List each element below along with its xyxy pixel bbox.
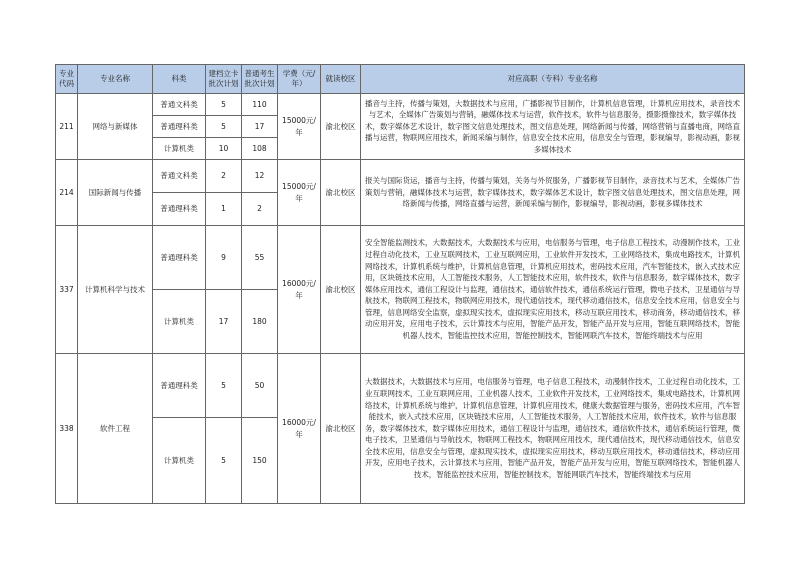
vocational-majors-cell: 报关与国际货运，播音与主持，传播与策划，关务与外贸服务，广播影视节目制作，录音技术与艺术，全媒体广告策划与营销，融媒体技术与运营，数字媒体技术，数字媒体艺术设计，数字图文信息处理技术，图文信息处理，网络新闻与传播，网络直播与运营，新闻采编与制作，影视编导，影视动画，影视多媒体技术 xyxy=(361,160,745,226)
quota-regular-cell: 108 xyxy=(242,138,278,160)
major-name: 网络与新媒体 xyxy=(78,94,153,160)
subject-cell: 普通理科类 xyxy=(153,354,206,418)
major-name: 国际新闻与传播 xyxy=(78,160,153,226)
campus-cell: 渝北校区 xyxy=(321,226,361,354)
campus-cell: 渝北校区 xyxy=(321,94,361,160)
table-row xyxy=(56,160,745,193)
vocational-majors-cell: 大数据技术，大数据技术与应用，电信服务与管理，电子信息工程技术，动漫制作技术，工业过程自动化技术，工业互联网技术，工业互联网应用，工业机器人技术，工业软件开发技术，工业网络技术，集成电路技术，计算机网络技术，计算机系统与维护，计算机信息管理，计算机应用技术，健康大数据管理与服务，密码技术应用，汽车智能技术，嵌入式技术应用，区块链技术应用，人工智能技术服务，人工智能技术应用，软件技术，软件与信息服务，数字媒体技术，数字媒体应用技术，通信工程设计与监理，通信技术，通信软件技术，通信系统运行管理，微电子技术，卫星通信与导航技术，物联网工程技术，物联网应用技术，现代通信技术，现代移动通信技术，信息安全技术应用，信息安全与管理，虚拟现实技术，虚拟现实应用技术，移动互联应用技术，移动通信技术，移动应用开发，应用电子技术，云计算技术与应用，智能产品开发，智能产品开发与应用，智能互联网络技术，智能机器人技术，智能监控技术应用，智能控制技术，智能网联汽车技术，智能终端技术与应用 xyxy=(361,354,745,504)
quota-filed-cell: 5 xyxy=(206,354,242,418)
quota-regular-cell: 2 xyxy=(242,193,278,226)
quota-filed-cell: 1 xyxy=(206,193,242,226)
subject-cell: 计算机类 xyxy=(153,138,206,160)
header-code: 专业代码 xyxy=(56,65,78,94)
quota-regular-cell: 50 xyxy=(242,354,278,418)
enrollment-plan-table xyxy=(55,64,745,504)
major-code: 337 xyxy=(56,226,78,354)
header-campus: 就读校区 xyxy=(321,65,361,94)
campus-cell: 渝北校区 xyxy=(321,354,361,504)
header-majors: 对应高职（专科）专业名称 xyxy=(361,65,745,94)
header-major: 专业名称 xyxy=(78,65,153,94)
quota-filed-cell: 10 xyxy=(206,138,242,160)
quota-filed-cell: 9 xyxy=(206,226,242,290)
subject-cell: 普通文科类 xyxy=(153,160,206,193)
quota-filed-cell: 2 xyxy=(206,160,242,193)
quota-regular-cell: 150 xyxy=(242,418,278,504)
tuition-cell: 15000元/年 xyxy=(278,160,321,226)
quota-filed-cell: 5 xyxy=(206,418,242,504)
tuition-cell: 16000元/年 xyxy=(278,354,321,504)
quota-regular-cell: 12 xyxy=(242,160,278,193)
major-code: 214 xyxy=(56,160,78,226)
header-row xyxy=(56,65,745,94)
header-tuition: 学费（元/年） xyxy=(278,65,321,94)
table-row xyxy=(56,354,745,418)
header-subject: 科类 xyxy=(153,65,206,94)
major-name: 软件工程 xyxy=(78,354,153,504)
quota-regular-cell: 110 xyxy=(242,94,278,116)
tuition-cell: 15000元/年 xyxy=(278,94,321,160)
quota-filed-cell: 5 xyxy=(206,94,242,116)
major-code: 211 xyxy=(56,94,78,160)
quota-filed-cell: 17 xyxy=(206,290,242,354)
quota-regular-cell: 180 xyxy=(242,290,278,354)
campus-cell: 渝北校区 xyxy=(321,160,361,226)
subject-cell: 普通理科类 xyxy=(153,226,206,290)
subject-cell: 计算机类 xyxy=(153,290,206,354)
table-row xyxy=(56,226,745,290)
subject-cell: 普通文科类 xyxy=(153,94,206,116)
quota-regular-cell: 55 xyxy=(242,226,278,290)
subject-cell: 普通理科类 xyxy=(153,193,206,226)
header-quota-regular: 普通考生批次计划 xyxy=(242,65,278,94)
quota-filed-cell: 5 xyxy=(206,116,242,138)
tuition-cell: 16000元/年 xyxy=(278,226,321,354)
header-quota-filed: 建档立卡批次计划 xyxy=(206,65,242,94)
vocational-majors-cell: 播音与主持，传播与策划，大数据技术与应用，广播影视节目制作，计算机信息管理，计算机应用技术，录音技术与艺术，全媒体广告策划与营销，融媒体技术与运营，软件技术，软件与信息服务，摄影摄像技术，数字媒体技术，数字媒体艺术设计，数字图文信息处理技术，图文信息处理，网络新闻与传播，网络营销与直播电商，网络直播与运营，物联网应用技术，新闻采编与制作，信息安全技术应用，信息安全与管理，影视编导，影视动画，影视多媒体技术 xyxy=(361,94,745,160)
subject-cell: 计算机类 xyxy=(153,418,206,504)
table-row xyxy=(56,94,745,116)
subject-cell: 普通理科类 xyxy=(153,116,206,138)
quota-regular-cell: 17 xyxy=(242,116,278,138)
major-code: 338 xyxy=(56,354,78,504)
vocational-majors-cell: 安全智能监测技术，大数据技术，大数据技术与应用，电信服务与管理，电子信息工程技术，动漫制作技术，工业过程自动化技术，工业互联网技术，工业互联网应用，工业软件开发技术，工业网络技术，集成电路技术，计算机网络技术，计算机系统与维护，计算机信息管理，计算机应用技术，密码技术应用，汽车智能技术，嵌入式技术应用，区块链技术应用，人工智能技术服务，人工智能技术应用，软件技术，软件与信息服务，数字媒体技术，数字媒体应用技术，通信工程设计与监理，通信技术，通信软件技术，通信系统运行管理，微电子技术，卫星通信与导航技术，物联网工程技术，物联网应用技术，现代通信技术，现代移动通信技术，信息安全技术应用，信息安全与管理，信息网络安全监察，虚拟现实技术，虚拟现实应用技术，移动互联应用技术，移动商务，移动通信技术，移动应用开发，应用电子技术，云计算技术与应用，智能产品开发，智能产品开发与应用，智能互联网络技术，智能机器人技术，智能监控技术应用，智能控制技术，智能网联汽车技术，智能终端技术与应用 xyxy=(361,226,745,354)
major-name: 计算机科学与技术 xyxy=(78,226,153,354)
